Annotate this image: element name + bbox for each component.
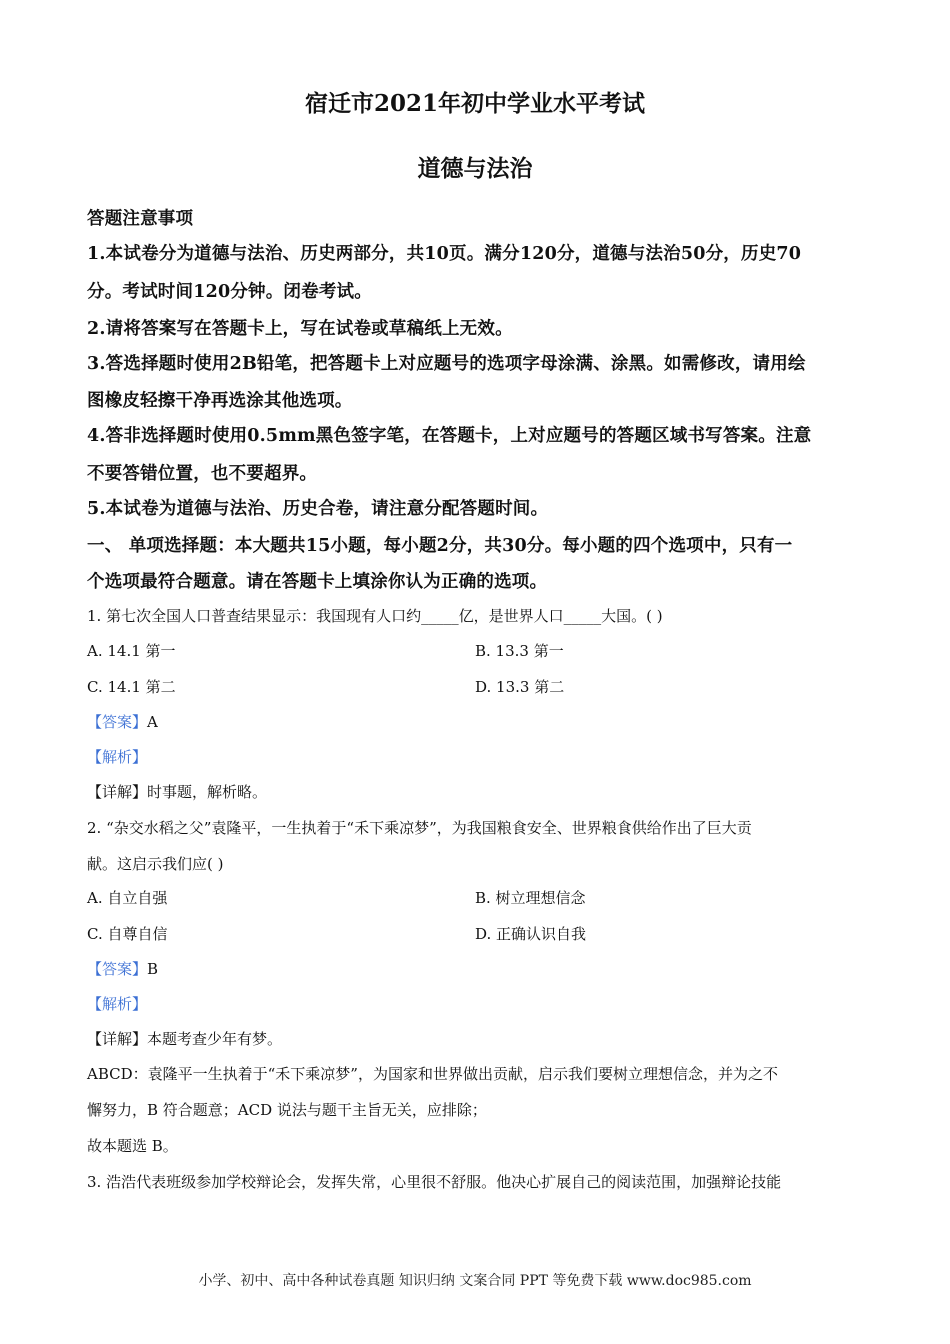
answer-line [87,958,158,979]
notes-line: 分。考试时间120分钟。闭卷考试。 [87,282,372,302]
answer-line [87,711,158,732]
footer-text: 小学、初中、高中各种试卷真题 知识归纳 文案合同 PPT 等免费下载 www.doc985.com [198,1273,752,1289]
notes-line: 5.本试卷为道德与法治、历史合卷，请注意分配答题时间。 [87,499,549,519]
notes-line: 不要答错位置，也不要超界。 [87,464,318,484]
section-heading: 个选项最符合题意。请在答题卡上填涂你认为正确的选项。 [87,572,548,592]
notes-line: 图橡皮轻擦干净再选涂其他选项。 [87,391,353,411]
question-stem: 献。这启示我们应( ) [87,855,224,873]
question-stem: 3. 浩浩代表班级参加学校辩论会，发挥失常，心里很不舒服。他决心扩展自己的阅读范围，加强辩论技能 [87,1173,782,1191]
option-c: C. 14.1 第二 [87,678,176,696]
analysis-label: 【解析】 [87,748,148,766]
explanation-text: 懈努力，B 符合题意；ACD 说法与题干主旨无关，应排除； [87,1101,487,1119]
option-d: D. 13.3 第二 [475,678,565,696]
answer-value: B [147,960,159,978]
option-a: A. 14.1 第一 [87,642,176,660]
option-d: D. 正确认识自我 [475,925,587,943]
section-heading: 一、 单项选择题：本大题共15小题，每小题2分，共30分。每小题的四个选项中，只有一 [87,536,793,556]
answer-label: 【答案】 [87,960,148,978]
notes-line: 3.答选择题时使用2B铅笔，把答题卡上对应题号的选项字母涂满、涂黑。如需修改，请用绘 [87,354,806,374]
option-c: C. 自尊自信 [87,925,168,943]
answer-value: A [147,713,158,731]
detail-text: 【详解】本题考查少年有梦。 [87,1030,283,1048]
conclusion-text: 故本题选 B。 [87,1137,178,1155]
notes-line: 4.答非选择题时使用0.5mm黑色签字笔，在答题卡，上对应题号的答题区域书写答案。注意 [87,426,812,446]
notes-line: 2.请将答案写在答题卡上，写在试卷或草稿纸上无效。 [87,319,513,339]
notes-line: 1.本试卷分为道德与法治、历史两部分，共10页。满分120分，道德与法治50分，历史70 [87,244,802,264]
subject-title: 道德与法治 [417,155,533,182]
option-b: B. 树立理想信念 [475,889,586,907]
explanation-text: ABCD：袁隆平一生执着于“禾下乘凉梦”，为国家和世界做出贡献，启示我们要树立理想信念，并为之不 [87,1065,778,1083]
page-title: 宿迁市2021年初中学业水平考试 [304,90,645,117]
analysis-label: 【解析】 [87,995,148,1013]
option-a: A. 自立自强 [87,889,168,907]
answer-label: 【答案】 [87,713,148,731]
notes-heading: 答题注意事项 [87,209,194,229]
question-stem: 2. “杂交水稻之父”袁隆平，一生执着于“禾下乘凉梦”，为我国粮食安全、世界粮食供给作出了巨大贡 [87,819,752,837]
question-stem: 1. 第七次全国人口普查结果显示：我国现有人口约_____亿，是世界人口_____大国。( ) [87,607,663,625]
option-b: B. 13.3 第一 [475,642,564,660]
detail-text: 【详解】时事题，解析略。 [87,783,268,801]
